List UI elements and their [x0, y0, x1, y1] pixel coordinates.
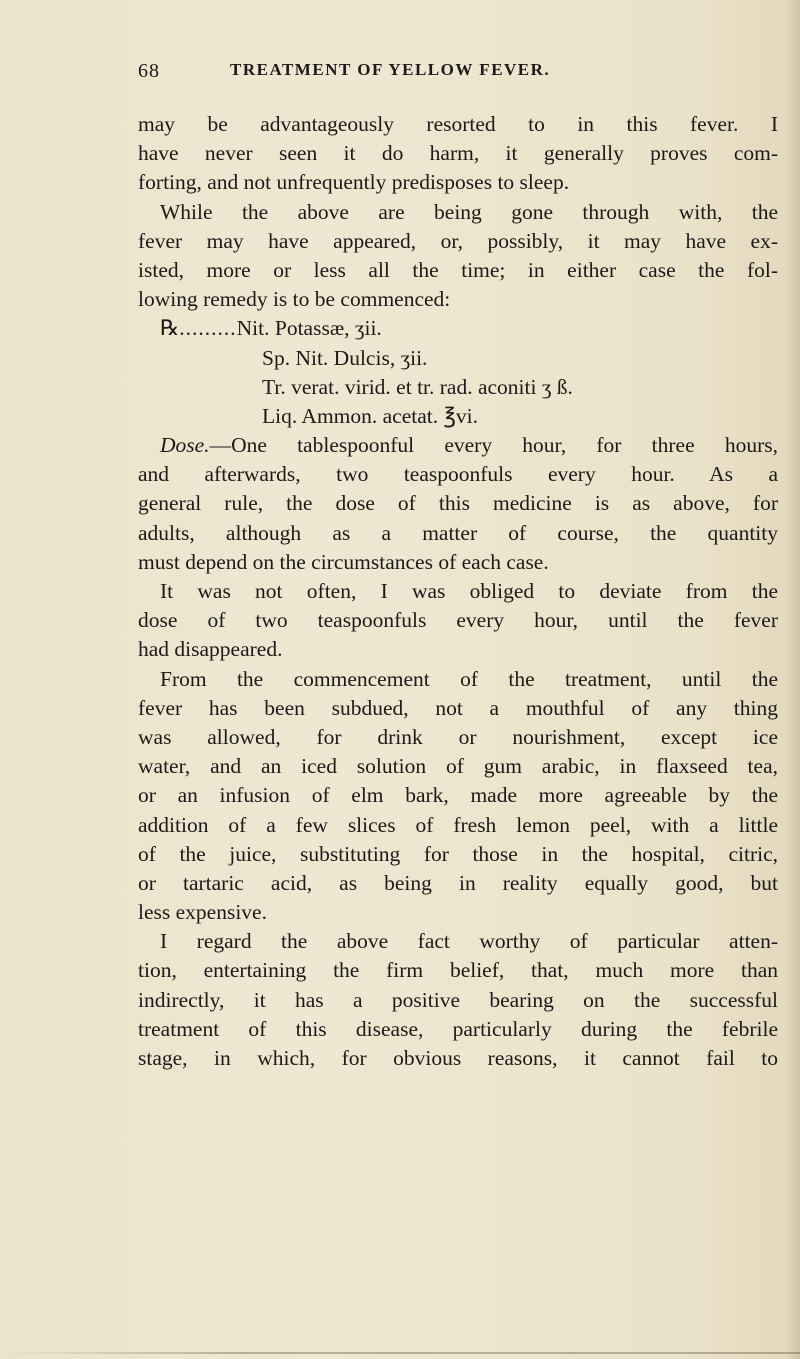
- dose-label: Dose.: [160, 433, 210, 458]
- text-line: less expensive.: [138, 900, 267, 925]
- text-line: had disappeared.: [138, 637, 283, 662]
- body-text: [138, 110, 778, 1073]
- text-line: While the above are being gone through with, the: [160, 199, 778, 224]
- text-line: From the commencement of the treatment, until the: [160, 666, 778, 691]
- text-line: stage, in which, for obvious reasons, it cannot fail to: [138, 1046, 778, 1070]
- text-line: or tartaric acid, as being in reality equally good, but: [138, 870, 778, 895]
- text-line: adults, although as a matter of course, the quantity: [138, 520, 778, 545]
- leader-dots: .........: [179, 316, 237, 341]
- text-line: or an infusion of elm bark, made more agreeable by the: [138, 783, 778, 808]
- text-line: I regard the above fact worthy of particular atten-: [160, 929, 778, 954]
- text-line: isted, more or less all the time; in either case the fol-: [138, 257, 778, 282]
- text-line: water, and an iced solution of gum arabic, in flaxseed tea,: [138, 754, 778, 779]
- text-line: general rule, the dose of this medicine is as above, for: [138, 491, 778, 516]
- prescription-item: Sp. Nit. Dulcis, ʒii.: [262, 345, 428, 370]
- text-line: have never seen it do harm, it generally proves com-: [138, 141, 778, 166]
- text-line: addition of a few slices of fresh lemon peel, with a little: [138, 812, 778, 837]
- prescription-line: [138, 314, 778, 343]
- prescription-item: Liq. Ammon. acetat. ℥vi.: [262, 403, 479, 428]
- prescription-item: Nit. Potassæ, ʒii.: [236, 316, 382, 341]
- running-head: TREATMENT OF YELLOW FEVER.: [230, 60, 551, 79]
- text-line: dose of two teaspoonfuls every hour, until the fever: [138, 608, 778, 633]
- text-line: and afterwards, two teaspoonfuls every hour. As a: [138, 462, 778, 487]
- dose-text: —One tablespoonful every hour, for three hours,: [209, 433, 778, 458]
- text-line: treatment of this disease, particularly during the febrile: [138, 1016, 778, 1041]
- page-edge-shadow: [786, 0, 800, 1359]
- text-line: was allowed, for drink or nourishment, except ice: [138, 724, 778, 749]
- text-line: indirectly, it has a positive bearing on the successful: [138, 987, 778, 1012]
- prescription-item: Tr. verat. virid. et tr. rad. aconiti ʒ ß.: [262, 374, 573, 399]
- text-line: fever may have appeared, or, possibly, it may have ex-: [138, 228, 778, 253]
- text-line: of the juice, substituting for those in the hospital, citric,: [138, 841, 778, 866]
- text-line: lowing remedy is to be commenced:: [138, 287, 451, 312]
- text-line: forting, and not unfrequently predisposes to sleep.: [138, 170, 570, 195]
- page-number: 68: [138, 60, 160, 82]
- text-line: must depend on the circumstances of each case.: [138, 549, 549, 574]
- text-line: It was not often, I was obliged to deviate from the: [160, 579, 778, 603]
- text-line: tion, entertaining the firm belief, that, much more than: [138, 958, 778, 983]
- page-header: [138, 60, 778, 90]
- text-line: may be advantageously resorted to in this fever. I: [138, 112, 778, 136]
- text-line: fever has been subdued, not a mouthful of any thing: [138, 695, 778, 720]
- dose-line: [138, 431, 778, 460]
- page-bottom-edge: [0, 1352, 800, 1354]
- recipe-symbol: ℞: [160, 316, 180, 341]
